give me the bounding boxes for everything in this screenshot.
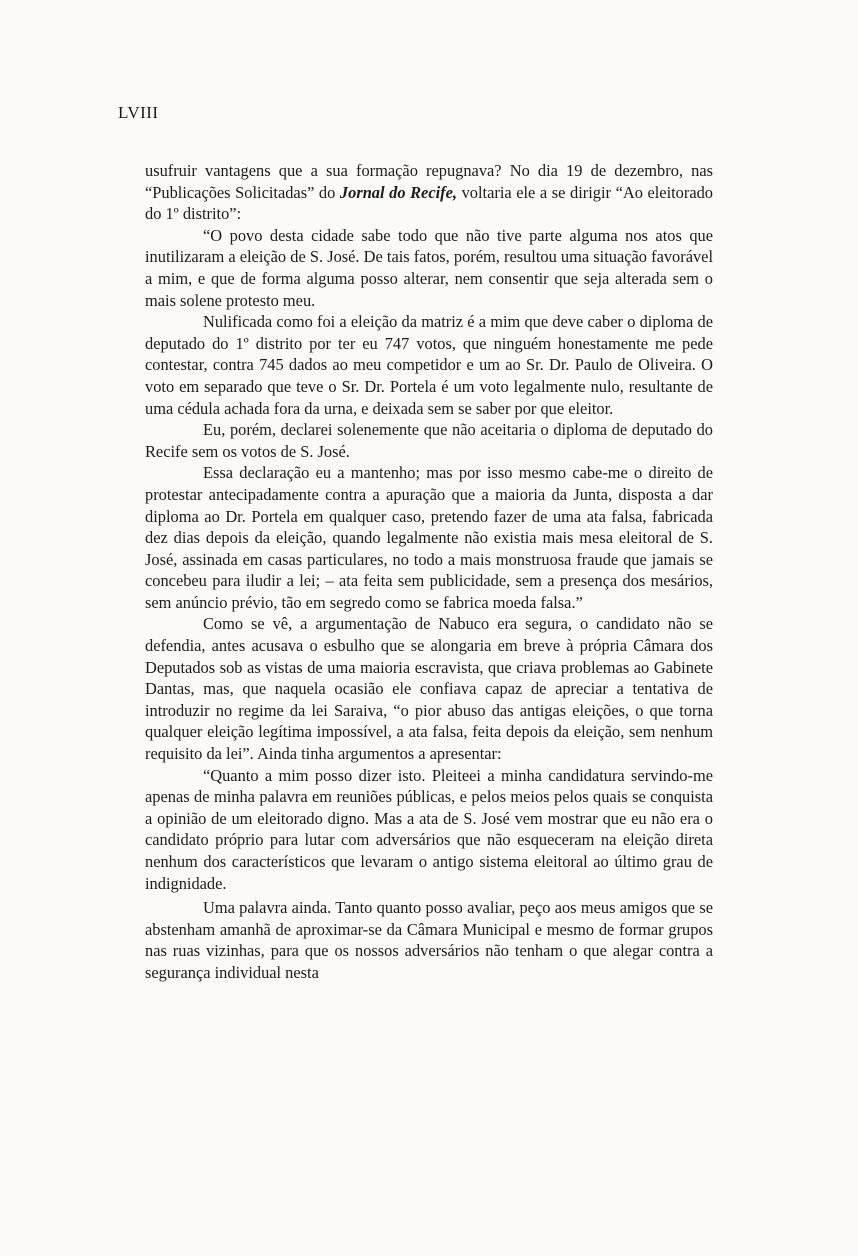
paragraph-6: Como se vê, a argumentação de Nabuco era segura, o candidato não se defendia, antes acusava o esbulho que se alongaria em breve à própria Câmara dos Deputados sob as vistas de uma maioria escravista, que criava problemas ao Gabinete Dantas, mas, que naquela ocasião ele confiava capaz de apreciar a tentativa de introduzir no regime da lei Saraiva, “o pior abuso das antigas eleições, o que torna qualquer eleição legítima impossível, a ata falsa, feita depois da eleição, sem nenhum requisito da lei”. Ainda tinha argumentos a apresentar: bbox=[145, 614, 713, 764]
page-number: LVIII bbox=[118, 103, 159, 122]
paragraph-5: Essa declaração eu a mantenho; mas por isso mesmo cabe-me o direito de protestar antecipadamente contra a apuração que a maioria da Junta, disposta a dar diploma ao Dr. Portela em qualquer caso, pretendo fazer de uma ata falsa, fabricada dez dias depois da eleição, quando legalmente não existia mais mesa eleitoral de S. José, assinada em casas particulares, no todo a mais monstruosa fraude que jamais se concebeu para iludir a lei; – ata feita sem publicidade, sem a presença dos mesários, sem anúncio prévio, tão em segredo como se fabrica moeda falsa.” bbox=[145, 463, 713, 612]
paragraph-3: Nulificada como foi a eleição da matriz é a mim que deve caber o diploma de deputado do 1º distrito por ter eu 747 votos, que ninguém honestamente me pede contestar, contra 745 dados ao meu competidor e um ao Sr. Dr. Paulo de Oliveira. O voto em separado que teve o Sr. Dr. Portela é um voto legalmente nulo, resultante de uma cédula achada fora da urna, e deixada sem se saber por que eleitor. bbox=[145, 312, 713, 418]
body-text bbox=[145, 160, 713, 984]
paragraph-7: “Quanto a mim posso dizer isto. Pleiteei a minha candidatura servindo-me apenas de minha palavra em reuniões públicas, e pelos meios pelos quais se conquista a opinião de um eleitorado digno. Mas a ata de S. José vem mostrar que eu não era o candidato próprio para lutar com adversários que não esqueceram na eleição direta nenhum dos característicos que levaram o antigo sistema eleitoral ao último grau de indignidade. bbox=[145, 765, 713, 893]
paragraph-2: “O povo desta cidade sabe todo que não tive parte alguma nos atos que inutilizaram a eleição de S. José. De tais fatos, porém, resultou uma situação favorável a mim, e que de forma alguma posso alterar, nem consentir que seja alterada sem o mais solene protesto meu. bbox=[145, 225, 713, 310]
paragraph-1 bbox=[145, 160, 713, 225]
paragraph-4: Eu, porém, declarei solenemente que não aceitaria o diploma de deputado do Recife sem os votos de S. José. bbox=[145, 420, 713, 461]
journal-title: Jornal do Recife, bbox=[339, 182, 457, 202]
paragraph-1-text-b: voltaria ele a se dirigir “Ao eleitorado do 1º distrito”: bbox=[145, 182, 714, 224]
paragraph-1-text-a: usufruir vantagens que a sua formação repugnava? No dia 19 de dezembro, nas “Publicações Solicitadas” do bbox=[145, 161, 713, 202]
paragraph-8: Uma palavra ainda. Tanto quanto posso avaliar, peço aos meus amigos que se abstenham amanhã de aproximar-se da Câmara Municipal e mesmo de formar grupos nas ruas vizinhas, para que os nossos adversários não tenham o que alegar contra a segurança individual nesta bbox=[145, 898, 713, 982]
